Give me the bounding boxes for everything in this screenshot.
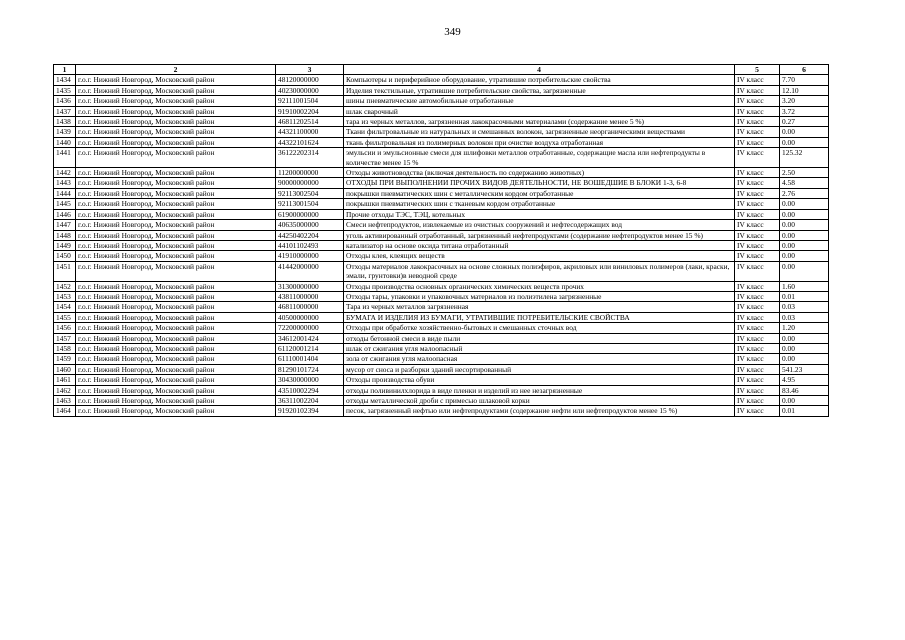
hazard-class-cell: IV класс — [735, 364, 780, 374]
waste-code-cell: 40635000000 — [276, 220, 344, 230]
waste-description-cell: покрышки пневматических шин с металлическим кордом отработанные — [344, 188, 735, 198]
location-cell: г.о.г. Нижний Новгород, Московский район — [76, 312, 276, 322]
waste-code-cell: 44321100000 — [276, 127, 344, 137]
row-number-cell: 1447 — [54, 220, 76, 230]
waste-code-cell: 44101102493 — [276, 240, 344, 250]
amount-cell: 2.76 — [780, 188, 829, 198]
waste-code-cell: 36122202314 — [276, 148, 344, 168]
location-cell: г.о.г. Нижний Новгород, Московский район — [76, 85, 276, 95]
location-cell: г.о.г. Нижний Новгород, Московский район — [76, 75, 276, 85]
table-row — [54, 85, 829, 95]
hazard-class-cell: IV класс — [735, 75, 780, 85]
waste-description-cell: песок, загрязненный нефтью или нефтепродуктами (содержание нефти или нефтепродуктов менее 15 %) — [344, 406, 735, 416]
amount-cell: 4.95 — [780, 375, 829, 385]
waste-code-cell: 44322101624 — [276, 137, 344, 147]
location-cell: г.о.г. Нижний Новгород, Московский район — [76, 230, 276, 240]
waste-description-cell: ОТХОДЫ ПРИ ВЫПОЛНЕНИИ ПРОЧИХ ВИДОВ ДЕЯТЕЛЬНОСТИ, НЕ ВОШЕДШИЕ В БЛОКИ 1-3, 6-8 — [344, 178, 735, 188]
hazard-class-cell: IV класс — [735, 333, 780, 343]
amount-cell: 0.01 — [780, 406, 829, 416]
waste-description-cell: отходы бетонной смеси в виде пыли — [344, 333, 735, 343]
table-row — [54, 343, 829, 353]
amount-cell: 0.00 — [780, 396, 829, 406]
location-cell: г.о.г. Нижний Новгород, Московский район — [76, 106, 276, 116]
table-row — [54, 230, 829, 240]
row-number-cell: 1434 — [54, 75, 76, 85]
location-cell: г.о.г. Нижний Новгород, Московский район — [76, 261, 276, 281]
amount-cell: 125.32 — [780, 148, 829, 168]
waste-description-cell: БУМАГА И ИЗДЕЛИЯ ИЗ БУМАГИ, УТРАТИВШИЕ ПОТРЕБИТЕЛЬСКИЕ СВОЙСТВА — [344, 312, 735, 322]
hazard-class-cell: IV класс — [735, 199, 780, 209]
waste-code-cell: 30430000000 — [276, 375, 344, 385]
hazard-class-cell: IV класс — [735, 209, 780, 219]
hazard-class-cell: IV класс — [735, 137, 780, 147]
location-cell: г.о.г. Нижний Новгород, Московский район — [76, 375, 276, 385]
waste-description-cell: Прочие отходы ТЭС, ТЭЦ, котельных — [344, 209, 735, 219]
row-number-cell: 1444 — [54, 188, 76, 198]
hazard-class-cell: IV класс — [735, 188, 780, 198]
column-header: 3 — [276, 65, 344, 75]
hazard-class-cell: IV класс — [735, 127, 780, 137]
waste-code-cell: 41910000000 — [276, 251, 344, 261]
amount-cell: 0.00 — [780, 199, 829, 209]
waste-code-cell: 36311002204 — [276, 396, 344, 406]
hazard-class-cell: IV класс — [735, 220, 780, 230]
location-cell: г.о.г. Нижний Новгород, Московский район — [76, 240, 276, 250]
column-header: 4 — [344, 65, 735, 75]
table-row — [54, 199, 829, 209]
table-row — [54, 188, 829, 198]
table-row — [54, 148, 829, 168]
table-row — [54, 281, 829, 291]
amount-cell: 0.00 — [780, 209, 829, 219]
waste-code-cell: 46811000000 — [276, 302, 344, 312]
amount-cell: 7.70 — [780, 75, 829, 85]
hazard-class-cell: IV класс — [735, 96, 780, 106]
waste-description-cell: мусор от сноса и разборки зданий несортированный — [344, 364, 735, 374]
waste-description-cell: покрышки пневматических шин с тканевым кордом отработанные — [344, 199, 735, 209]
location-cell: г.о.г. Нижний Новгород, Московский район — [76, 354, 276, 364]
table-row — [54, 261, 829, 281]
waste-description-cell: Отходы животноводства (включая деятельность по содержанию животных) — [344, 168, 735, 178]
waste-code-cell: 46811202514 — [276, 117, 344, 127]
row-number-cell: 1442 — [54, 168, 76, 178]
location-cell: г.о.г. Нижний Новгород, Московский район — [76, 168, 276, 178]
location-cell: г.о.г. Нижний Новгород, Московский район — [76, 323, 276, 333]
location-cell: г.о.г. Нижний Новгород, Московский район — [76, 199, 276, 209]
column-header: 2 — [76, 65, 276, 75]
waste-description-cell: ткань фильтровальная из полимерных волокон при очистке воздуха отработанная — [344, 137, 735, 147]
hazard-class-cell: IV класс — [735, 148, 780, 168]
row-number-cell: 1451 — [54, 261, 76, 281]
row-number-cell: 1438 — [54, 117, 76, 127]
waste-description-cell: шины пневматические автомобильные отработанные — [344, 96, 735, 106]
hazard-class-cell: IV класс — [735, 354, 780, 364]
amount-cell: 0.00 — [780, 137, 829, 147]
location-cell: г.о.г. Нижний Новгород, Московский район — [76, 127, 276, 137]
table-row — [54, 178, 829, 188]
location-cell: г.о.г. Нижний Новгород, Московский район — [76, 364, 276, 374]
waste-description-cell: уголь активированный отработанный, загрязненный нефтепродуктами (содержание нефтепродуктов менее 15 %) — [344, 230, 735, 240]
waste-code-cell: 90000000000 — [276, 178, 344, 188]
amount-cell: 1.20 — [780, 323, 829, 333]
amount-cell: 0.03 — [780, 302, 829, 312]
waste-description-cell: Отходы производства основных органических химических веществ прочих — [344, 281, 735, 291]
row-number-cell: 1439 — [54, 127, 76, 137]
row-number-cell: 1461 — [54, 375, 76, 385]
hazard-class-cell: IV класс — [735, 178, 780, 188]
table-row — [54, 240, 829, 250]
waste-code-cell: 31300000000 — [276, 281, 344, 291]
amount-cell: 0.00 — [780, 343, 829, 353]
waste-code-cell: 61110001404 — [276, 354, 344, 364]
location-cell: г.о.г. Нижний Новгород, Московский район — [76, 148, 276, 168]
row-number-cell: 1443 — [54, 178, 76, 188]
location-cell: г.о.г. Нижний Новгород, Московский район — [76, 137, 276, 147]
row-number-cell: 1460 — [54, 364, 76, 374]
hazard-class-cell: IV класс — [735, 106, 780, 116]
row-number-cell: 1437 — [54, 106, 76, 116]
row-number-cell: 1459 — [54, 354, 76, 364]
hazard-class-cell: IV класс — [735, 396, 780, 406]
waste-code-cell: 34612001424 — [276, 333, 344, 343]
hazard-class-cell: IV класс — [735, 385, 780, 395]
waste-code-cell: 11200000000 — [276, 168, 344, 178]
table-row — [54, 333, 829, 343]
waste-code-cell: 40500000000 — [276, 312, 344, 322]
waste-code-cell: 61900000000 — [276, 209, 344, 219]
table-row — [54, 251, 829, 261]
waste-description-cell: Смеси нефтепродуктов, извлекаемые из очистных сооружений и нефтесодержащих вод — [344, 220, 735, 230]
waste-description-cell: эмульсии и эмульсионные смеси для шлифовки металлов отработанные, содержащие масла или нефтепродукты в количестве менее 15 % — [344, 148, 735, 168]
location-cell: г.о.г. Нижний Новгород, Московский район — [76, 209, 276, 219]
waste-code-cell: 72200000000 — [276, 323, 344, 333]
amount-cell: 541.23 — [780, 364, 829, 374]
amount-cell: 0.00 — [780, 333, 829, 343]
waste-code-cell: 43811000000 — [276, 291, 344, 301]
hazard-class-cell: IV класс — [735, 261, 780, 281]
table-row — [54, 117, 829, 127]
waste-description-cell: Изделия текстильные, утратившие потребительские свойства, загрязненные — [344, 85, 735, 95]
row-number-cell: 1462 — [54, 385, 76, 395]
location-cell: г.о.г. Нижний Новгород, Московский район — [76, 385, 276, 395]
location-cell: г.о.г. Нижний Новгород, Московский район — [76, 220, 276, 230]
amount-cell: 0.00 — [780, 240, 829, 250]
location-cell: г.о.г. Нижний Новгород, Московский район — [76, 96, 276, 106]
hazard-class-cell: IV класс — [735, 168, 780, 178]
amount-cell: 1.60 — [780, 281, 829, 291]
table-row — [54, 396, 829, 406]
amount-cell: 3.72 — [780, 106, 829, 116]
row-number-cell: 1454 — [54, 302, 76, 312]
location-cell: г.о.г. Нижний Новгород, Московский район — [76, 302, 276, 312]
waste-code-cell: 61120001214 — [276, 343, 344, 353]
row-number-cell: 1457 — [54, 333, 76, 343]
table-row — [54, 375, 829, 385]
waste-description-cell: Компьютеры и периферийное оборудование, утратившие потребительские свойства — [344, 75, 735, 85]
row-number-cell: 1453 — [54, 291, 76, 301]
table-row — [54, 168, 829, 178]
row-number-cell: 1456 — [54, 323, 76, 333]
waste-description-cell: Отходы при обработке хозяйственно-бытовых и смешанных сточных вод — [344, 323, 735, 333]
location-cell: г.о.г. Нижний Новгород, Московский район — [76, 396, 276, 406]
hazard-class-cell: IV класс — [735, 302, 780, 312]
waste-description-cell: зола от сжигания угля малоопасная — [344, 354, 735, 364]
page-number: 349 — [444, 26, 461, 38]
table-row — [54, 354, 829, 364]
hazard-class-cell: IV класс — [735, 375, 780, 385]
waste-description-cell: тара из черных металлов, загрязненная лакокрасочными материалами (содержание менее 5 %) — [344, 117, 735, 127]
waste-code-cell: 43510002294 — [276, 385, 344, 395]
waste-description-cell: Отходы производства обуви — [344, 375, 735, 385]
table-row — [54, 323, 829, 333]
waste-code-cell: 81290101724 — [276, 364, 344, 374]
amount-cell: 3.20 — [780, 96, 829, 106]
row-number-cell: 1452 — [54, 281, 76, 291]
location-cell: г.о.г. Нижний Новгород, Московский район — [76, 281, 276, 291]
amount-cell: 0.00 — [780, 127, 829, 137]
table-row — [54, 127, 829, 137]
waste-description-cell: шлак от сжигания угля малоопасный — [344, 343, 735, 353]
hazard-class-cell: IV класс — [735, 312, 780, 322]
hazard-class-cell: IV класс — [735, 323, 780, 333]
table-row — [54, 96, 829, 106]
waste-description-cell: Отходы тары, упаковки и упаковочных материалов из полиэтилена загрязненные — [344, 291, 735, 301]
waste-description-cell: катализатор на основе оксида титана отработанный — [344, 240, 735, 250]
amount-cell: 0.03 — [780, 312, 829, 322]
row-number-cell: 1446 — [54, 209, 76, 219]
row-number-cell: 1445 — [54, 199, 76, 209]
row-number-cell: 1440 — [54, 137, 76, 147]
amount-cell: 12.10 — [780, 85, 829, 95]
amount-cell: 0.00 — [780, 230, 829, 240]
location-cell: г.о.г. Нижний Новгород, Московский район — [76, 406, 276, 416]
location-cell: г.о.г. Нижний Новгород, Московский район — [76, 117, 276, 127]
waste-code-cell: 92113001504 — [276, 199, 344, 209]
amount-cell: 4.58 — [780, 178, 829, 188]
waste-code-cell: 92111001504 — [276, 96, 344, 106]
location-cell: г.о.г. Нижний Новгород, Московский район — [76, 251, 276, 261]
table-row — [54, 291, 829, 301]
waste-description-cell: Тара из черных металлов загрязненная — [344, 302, 735, 312]
waste-code-cell: 91920102394 — [276, 406, 344, 416]
table-row — [54, 385, 829, 395]
waste-description-cell: отходы поливинилхлорида в виде пленки и изделий из нее незагрязненные — [344, 385, 735, 395]
amount-cell: 0.00 — [780, 220, 829, 230]
column-header: 6 — [780, 65, 829, 75]
column-header: 1 — [54, 65, 76, 75]
amount-cell: 0.00 — [780, 261, 829, 281]
amount-cell: 0.27 — [780, 117, 829, 127]
table-row — [54, 137, 829, 147]
table-row — [54, 75, 829, 85]
location-cell: г.о.г. Нижний Новгород, Московский район — [76, 188, 276, 198]
amount-cell: 83.46 — [780, 385, 829, 395]
table-header-row — [54, 65, 829, 75]
table-row — [54, 220, 829, 230]
waste-code-cell: 40230000000 — [276, 85, 344, 95]
hazard-class-cell: IV класс — [735, 291, 780, 301]
hazard-class-cell: IV класс — [735, 230, 780, 240]
waste-description-cell: Ткани фильтровальные из натуральных и смешанных волокон, загрязненные неорганическими веществами — [344, 127, 735, 137]
table-row — [54, 302, 829, 312]
waste-code-cell: 92113002504 — [276, 188, 344, 198]
table-row — [54, 312, 829, 322]
row-number-cell: 1436 — [54, 96, 76, 106]
waste-description-cell: Отходы клея, клеящих веществ — [344, 251, 735, 261]
table-row — [54, 406, 829, 416]
amount-cell: 0.00 — [780, 354, 829, 364]
hazard-class-cell: IV класс — [735, 281, 780, 291]
waste-code-cell: 91910002204 — [276, 106, 344, 116]
waste-code-cell: 41442000000 — [276, 261, 344, 281]
table-row — [54, 364, 829, 374]
waste-description-cell: шлак сварочный — [344, 106, 735, 116]
row-number-cell: 1441 — [54, 148, 76, 168]
waste-registry-table — [53, 64, 829, 417]
location-cell: г.о.г. Нижний Новгород, Московский район — [76, 343, 276, 353]
hazard-class-cell: IV класс — [735, 406, 780, 416]
location-cell: г.о.г. Нижний Новгород, Московский район — [76, 333, 276, 343]
location-cell: г.о.г. Нижний Новгород, Московский район — [76, 178, 276, 188]
amount-cell: 0.00 — [780, 251, 829, 261]
waste-description-cell: Отходы материалов лакокрасочных на основе сложных полиэфиров, акриловых или виниловых полимеров (лаки, краски, эмали, грунтовки)в неводной среде — [344, 261, 735, 281]
table-row — [54, 209, 829, 219]
column-header: 5 — [735, 65, 780, 75]
row-number-cell: 1463 — [54, 396, 76, 406]
row-number-cell: 1449 — [54, 240, 76, 250]
waste-code-cell: 48120000000 — [276, 75, 344, 85]
waste-code-cell: 44250402204 — [276, 230, 344, 240]
row-number-cell: 1450 — [54, 251, 76, 261]
row-number-cell: 1448 — [54, 230, 76, 240]
amount-cell: 2.50 — [780, 168, 829, 178]
hazard-class-cell: IV класс — [735, 85, 780, 95]
hazard-class-cell: IV класс — [735, 240, 780, 250]
waste-description-cell: отходы металлической дроби с примесью шлаковой корки — [344, 396, 735, 406]
table-row — [54, 106, 829, 116]
row-number-cell: 1455 — [54, 312, 76, 322]
row-number-cell: 1435 — [54, 85, 76, 95]
hazard-class-cell: IV класс — [735, 251, 780, 261]
amount-cell: 0.01 — [780, 291, 829, 301]
hazard-class-cell: IV класс — [735, 343, 780, 353]
hazard-class-cell: IV класс — [735, 117, 780, 127]
location-cell: г.о.г. Нижний Новгород, Московский район — [76, 291, 276, 301]
row-number-cell: 1464 — [54, 406, 76, 416]
row-number-cell: 1458 — [54, 343, 76, 353]
